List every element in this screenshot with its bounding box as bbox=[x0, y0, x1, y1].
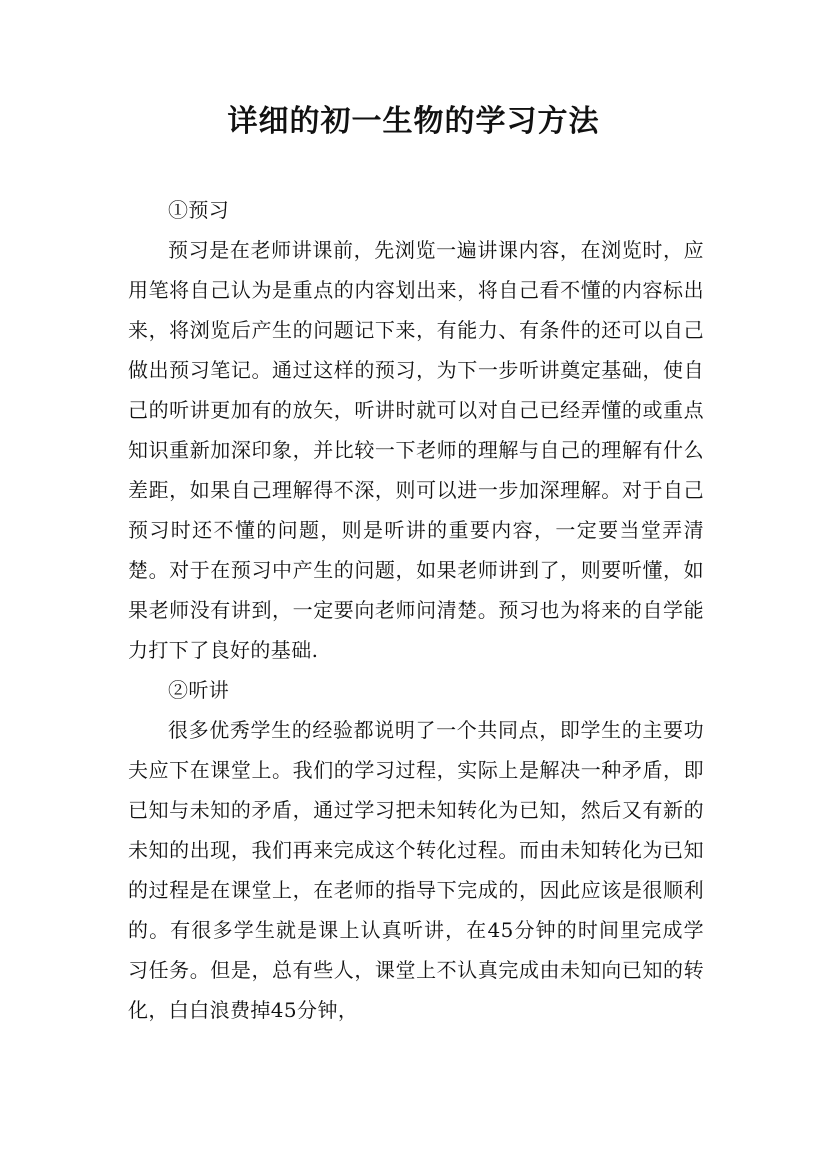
paragraph-preview: 预习是在老师讲课前，先浏览一遍讲课内容，在浏览时，应用笔将自己认为是重点的内容划出来，将自己看不懂的内容标出来，将浏览后产生的问题记下来，有能力、有条件的还可以自己做出预习笔记。通过这样的预习，为下一步听讲奠定基础，使自己的听讲更加有的放矢，听讲时就可以对自己已经弄懂的或重点知识重新加深印象，并比较一下老师的理解与自己的理解有什么差距，如果自己理解得不深，则可以进一步加深理解。对于自己预习时还不懂的问题，则是听讲的重要内容，一定要当堂弄清楚。对于在预习中产生的问题，如果老师讲到了，则要听懂，如果老师没有讲到，一定要向老师问清楚。预习也为将来的自学能力打下了良好的基础. bbox=[128, 238, 704, 662]
document-title: 详细的初一生物的学习方法 bbox=[227, 104, 600, 139]
document-body bbox=[128, 190, 704, 1030]
paragraph-listening: 很多优秀学生的经验都说明了一个共同点，即学生的主要功夫应下在课堂上。我们的学习过程，实际上是解决一种矛盾，即已知与未知的矛盾，通过学习把未知转化为已知，然后又有新的未知的出现，我们再来完成这个转化过程。而由未知转化为已知的过程是在课堂上，在老师的指导下完成的，因此应该是很顺利的。有很多学生就是课上认真听讲，在45分钟的时间里完成学习任务。但是，总有些人，课堂上不认真完成由未知向已知的转化，白白浪费掉45分钟， bbox=[128, 718, 704, 1022]
section-heading-listening: ②听讲 bbox=[168, 678, 230, 702]
section-heading-preview: ①预习 bbox=[168, 198, 230, 222]
